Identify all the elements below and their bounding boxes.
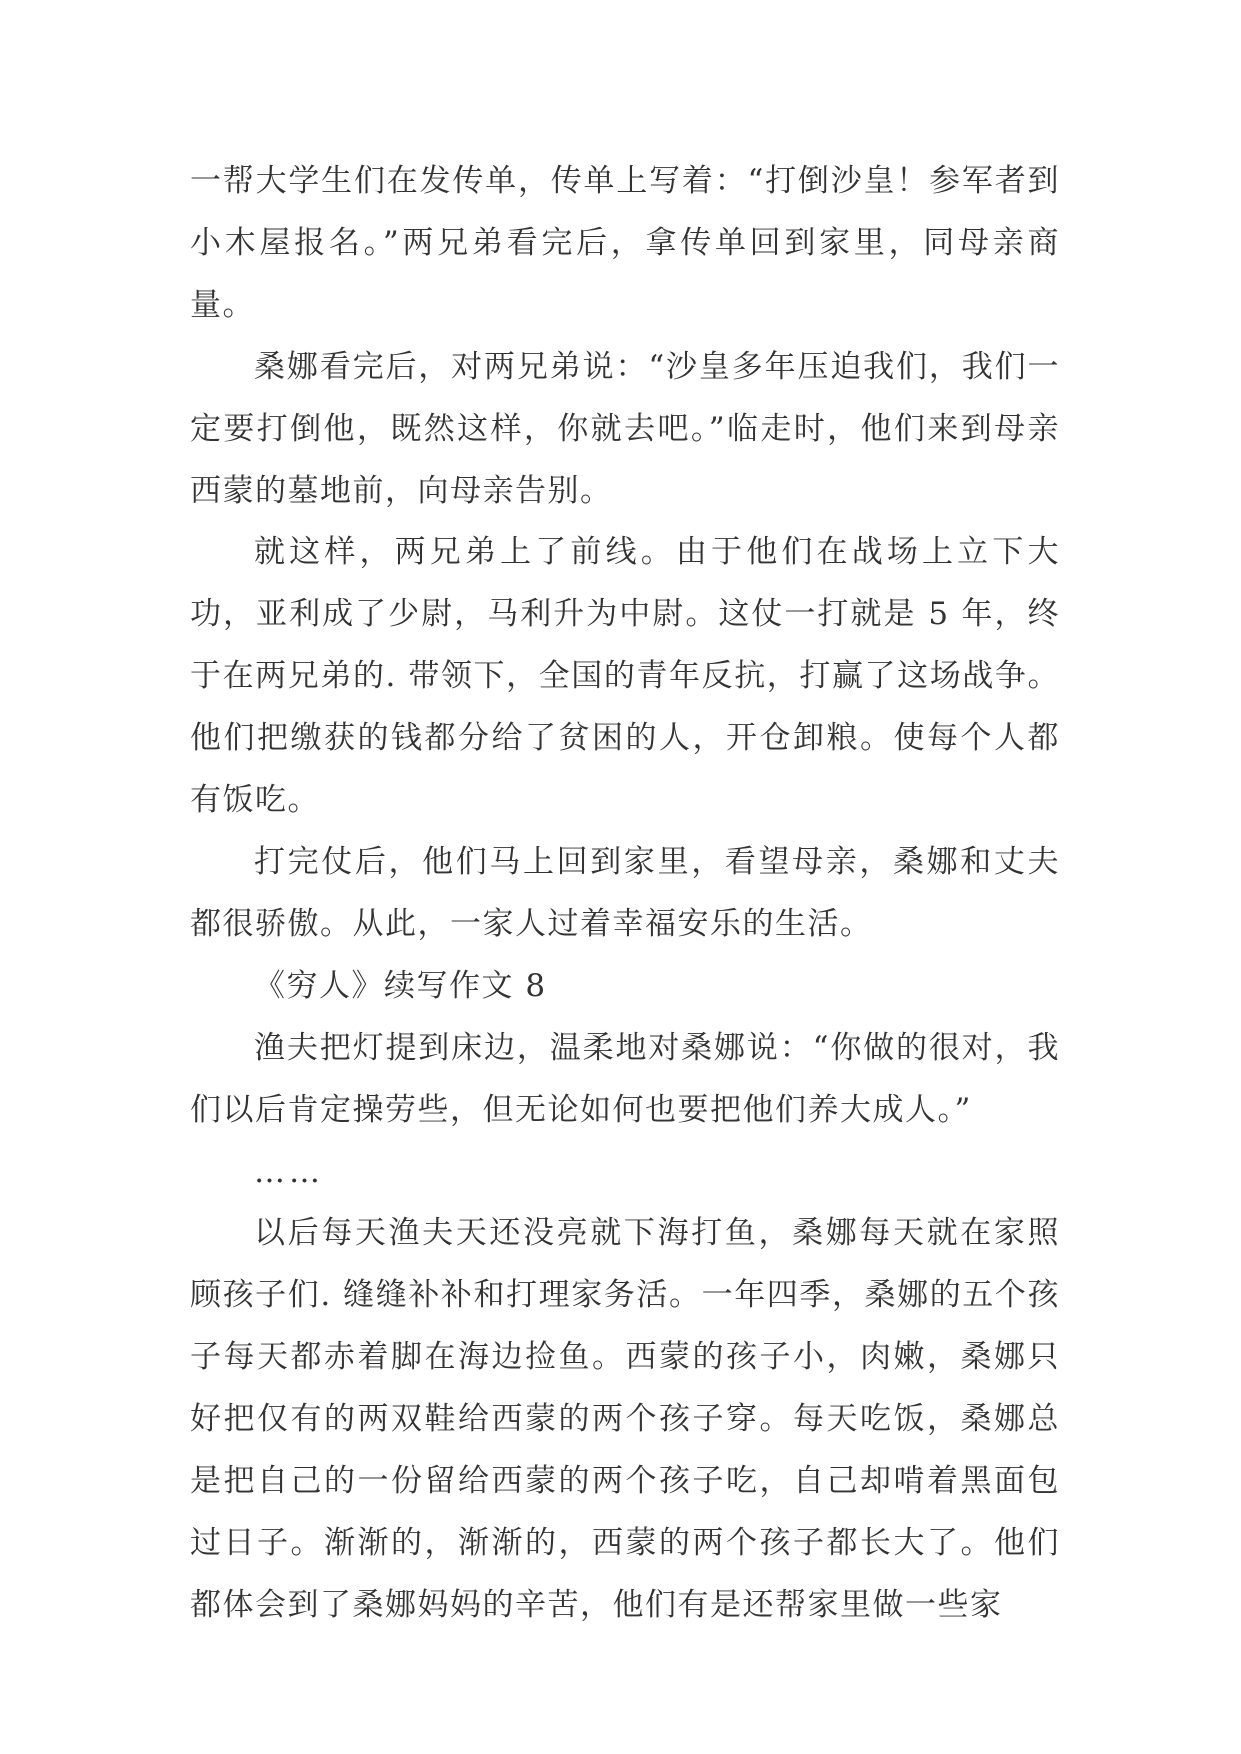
- paragraph-daily-life: 以后每天渔夫天还没亮就下海打鱼，桑娜每天就在家照顾孩子们. 缝缝补补和打理家务活。一年四季，桑娜的五个孩子每天都赤着脚在海边捡鱼。西蒙的孩子小，肉嫩，桑娜只好把仅有的两双鞋给西蒙的两个孩子穿。每天吃饭，桑娜总是把自己的一份留给西蒙的两个孩子吃，自己却啃着黑面包过日子。渐渐的，渐渐的，西蒙的两个孩子都长大了。他们都体会到了桑娜妈妈的辛苦，他们有是还帮家里做一些家: [190, 1215, 1060, 1623]
- ellipsis-line: ……: [254, 1153, 324, 1190]
- document-body: [190, 151, 1060, 1637]
- paragraph-return-home: 打完仗后，他们马上回到家里，看望母亲，桑娜和丈夫都很骄傲。从此，一家人过着幸福安乐的生活。: [190, 843, 1060, 942]
- paragraph-sangna-reply: 桑娜看完后，对两兄弟说：“沙皇多年压迫我们，我们一定要打倒他，既然这样，你就去吧。”临走时，他们来到母亲西蒙的墓地前，向母亲告别。: [190, 348, 1060, 509]
- paragraph-leaflet: 一帮大学生们在发传单，传单上写着：“打倒沙皇！参军者到小木屋报名。”两兄弟看完后，拿传单回到家里，同母亲商量。: [190, 163, 1060, 323]
- section-heading: 《穷人》续写作文 8: [254, 967, 547, 1004]
- paragraph-fisherman: 渔夫把灯提到床边，温柔地对桑娜说：“你做的很对，我们以后肯定操劳些，但无论如何也要把他们养大成人。”: [190, 1029, 1060, 1128]
- paragraph-frontline: 就这样，两兄弟上了前线。由于他们在战场上立下大功，亚利成了少尉，马利升为中尉。这仗一打就是 5 年，终于在两兄弟的. 带领下，全国的青年反抗，打赢了这场战争。他们把缴获的钱都分给了贫困的人，开仓卸粮。使每个人都有饭吃。: [190, 534, 1060, 819]
